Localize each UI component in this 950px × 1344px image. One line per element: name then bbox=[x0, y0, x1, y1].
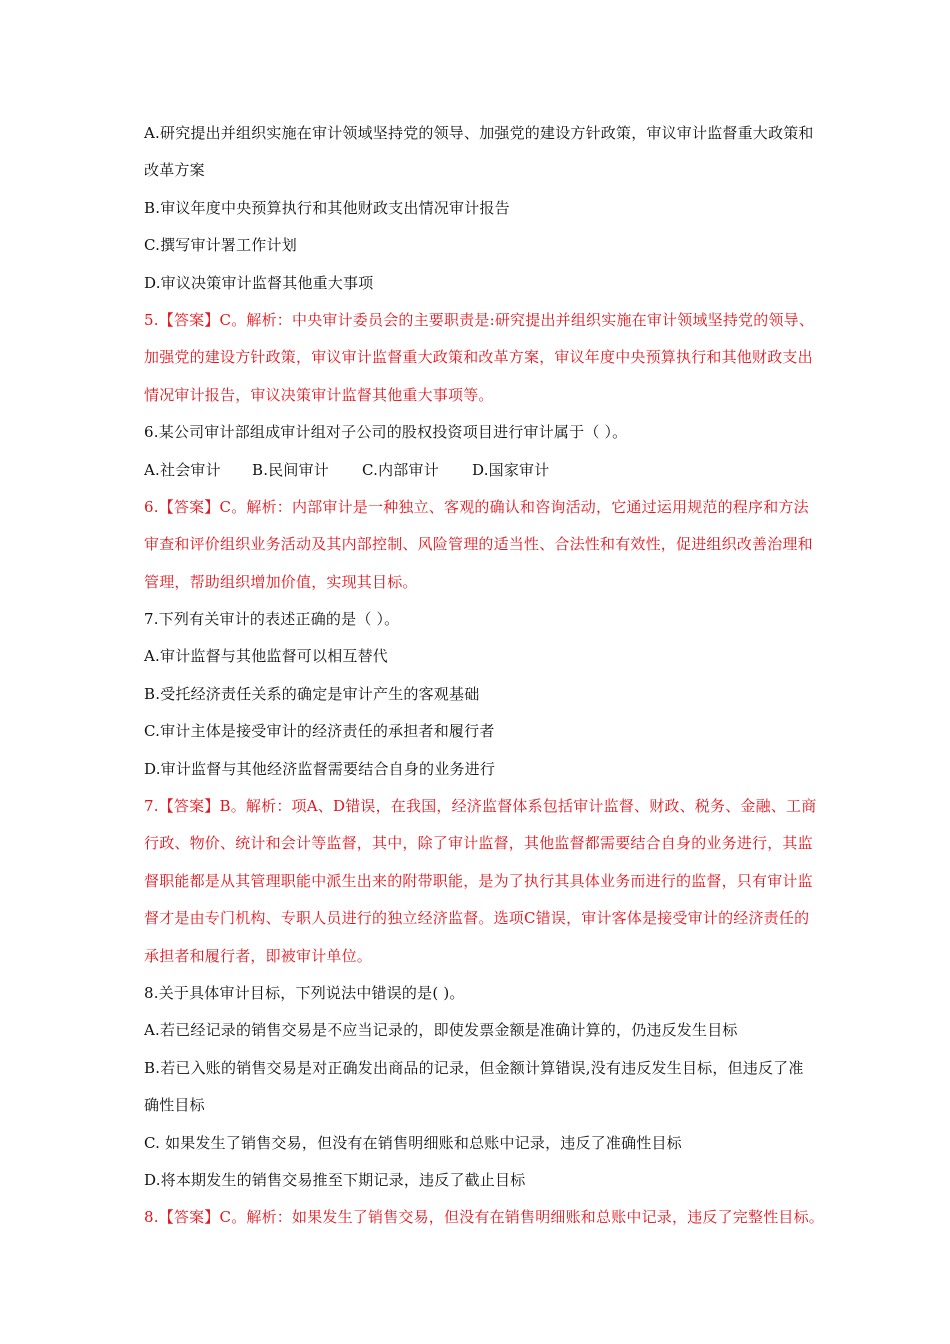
q7-option-b: B.受托经济责任关系的确定是审计产生的客观基础 bbox=[144, 684, 480, 703]
q7-option-c: C.审计主体是接受审计的经济责任的承担者和履行者 bbox=[144, 722, 495, 741]
q7-answer-line5: 承担者和履行者，即被审计单位。 bbox=[144, 946, 373, 965]
q8-answer: 8.【答案】C。解析：如果发生了销售交易，但没有在销售明细账和总账中记录，违反了完整性目标。 bbox=[144, 1208, 824, 1227]
q7-answer-line1: 7.【答案】B。解析：项A、D错误，在我国，经济监督体系包括审计监督、财政、税务、金融、工商 bbox=[144, 797, 817, 816]
q8-option-b-line1: B.若已入账的销售交易是对正确发出商品的记录，但金额计算错误,没有违反发生目标，但违反了准 bbox=[144, 1058, 804, 1077]
q4-option-c: C.撰写审计署工作计划 bbox=[144, 236, 297, 255]
q7-answer-line4: 督才是由专门机构、专职人员进行的独立经济监督。选项C错误，审计客体是接受审计的经济责任的 bbox=[144, 909, 810, 928]
q6-option-c: C.内部审计 bbox=[362, 460, 439, 479]
q5-answer-line1: 5.【答案】C。解析：中央审计委员会的主要职责是:研究提出并组织实施在审计领域坚持党的领导、 bbox=[144, 310, 815, 329]
q6-option-a: A.社会审计 bbox=[144, 460, 221, 479]
q8-option-a: A.若已经记录的销售交易是不应当记录的，即使发票金额是准确计算的，仍违反发生目标 bbox=[144, 1021, 738, 1040]
q6-answer-line1: 6.【答案】C。解析：内部审计是一种独立、客观的确认和咨询活动，它通过运用规范的程序和方法 bbox=[144, 497, 809, 516]
q5-answer-line2: 加强党的建设方针政策，审议审计监督重大政策和改革方案，审议年度中央预算执行和其他财政支出 bbox=[144, 348, 813, 367]
q8-option-b-line2: 确性目标 bbox=[144, 1096, 205, 1115]
q8-option-c: C. 如果发生了销售交易，但没有在销售明细账和总账中记录，违反了准确性目标 bbox=[144, 1133, 682, 1152]
q7-option-d: D.审计监督与其他经济监督需要结合自身的业务进行 bbox=[144, 759, 496, 778]
q8-option-d: D.将本期发生的销售交易推至下期记录，违反了截止目标 bbox=[144, 1170, 526, 1189]
document-page bbox=[144, 115, 824, 1237]
q7-option-a: A.审计监督与其他监督可以相互替代 bbox=[144, 647, 389, 666]
q6-question: 6.某公司审计部组成审计组对子公司的股权投资项目进行审计属于（ ）。 bbox=[144, 423, 628, 442]
q6-answer-line2: 审查和评价组织业务活动及其内部控制、风险管理的适当性、合法性和有效性，促进组织改善治理和 bbox=[144, 535, 813, 554]
q4-option-a-line2: 改革方案 bbox=[144, 161, 205, 180]
q6-option-b: B.民间审计 bbox=[252, 460, 329, 479]
q6-answer-line3: 管理，帮助组织增加价值，实现其目标。 bbox=[144, 572, 418, 591]
q4-option-d: D.审议决策审计监督其他重大事项 bbox=[144, 273, 374, 292]
q7-answer-line3: 督职能都是从其管理职能中派生出来的附带职能，是为了执行其具体业务而进行的监督，只有审计监 bbox=[144, 871, 813, 890]
q4-option-a-line1: A.研究提出并组织实施在审计领域坚持党的领导、加强党的建设方针政策，审议审计监督重大政策和 bbox=[144, 124, 814, 142]
q7-answer-line2: 行政、物价、统计和会计等监督，其中，除了审计监督，其他监督都需要结合自身的业务进行，其监 bbox=[144, 834, 813, 853]
q5-answer-line3: 情况审计报告，审议决策审计监督其他重大事项等。 bbox=[144, 385, 494, 404]
q7-question: 7.下列有关审计的表述正确的是（ ）。 bbox=[144, 610, 400, 629]
q6-option-d: D.国家审计 bbox=[472, 460, 550, 479]
q6-options bbox=[144, 452, 812, 489]
q4-option-b: B.审议年度中央预算执行和其他财政支出情况审计报告 bbox=[144, 198, 510, 217]
q8-question: 8.关于具体审计目标，下列说法中错误的是( )。 bbox=[144, 983, 465, 1002]
